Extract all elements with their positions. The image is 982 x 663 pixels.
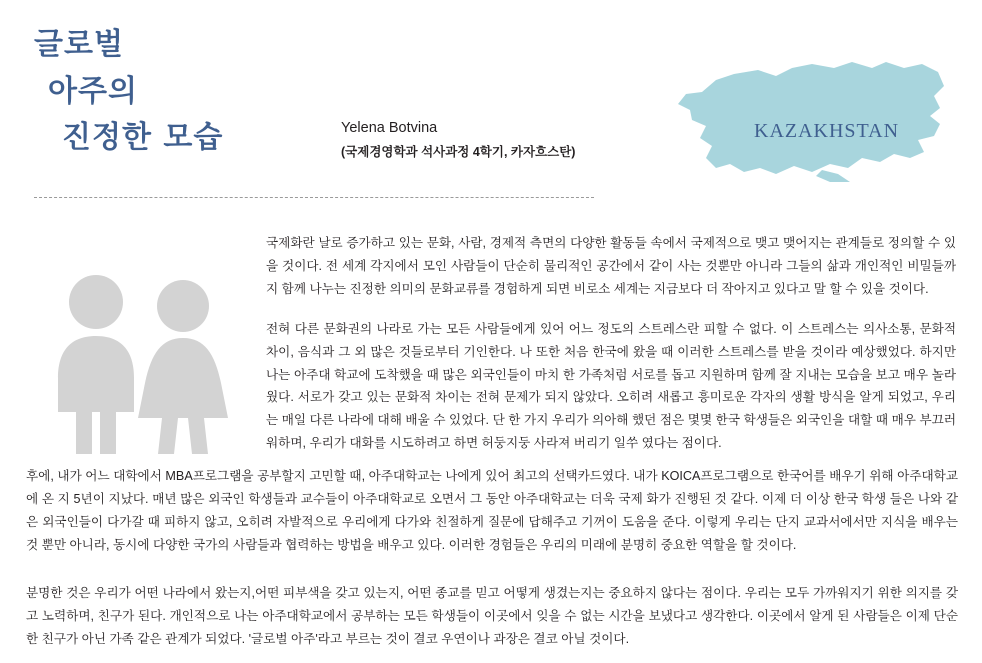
people-silhouette-icon bbox=[48, 272, 238, 457]
paragraph-4: 분명한 것은 우리가 어떤 나라에서 왔는지,어떤 피부색을 갖고 있는지, 어떤 종교를 믿고 어떻게 생겼는지는 중요하지 않다는 점이다. 우리는 모두 가까워지기 위한 의지를 갖고 노력하며, 친구가 된다. 개인적으로 나는 아주대학교에서 공부하는 모든 학생들이 이곳에서 잊을 수 없는 시간을 보냈다고 생각한다. 이곳에서 알게 된 사람들은 이제 단순한 친구가 아닌 가족 같은 관계가 되었다. '글로벌 아주'라고 부르는 것이 결코 우연이나 과장은 결코 아닐 것이다. bbox=[26, 586, 958, 646]
kazakhstan-map bbox=[672, 58, 948, 184]
paragraph-2: 전혀 다른 문화권의 나라로 가는 모든 사람들에게 있어 어느 정도의 스트레스란 피할 수 없다. 이 스트레스는 의사소통, 문화적 차이, 음식과 그 외 많은 것들로부터 기인한다. 나 또한 처음 한국에 왔을 때 이러한 스트레스를 받을 것이라 예상했었다. 하지만 나는 아주대 학교에 도착했을 때 많은 외국인들이 마치 한 가족처럼 서로를 돕고 지원하며 함께 잘 지내는 모습을 보고 매우 놀라웠다. 서로가 갖고 있는 문화적 차이는 전혀 문제가 되지 않았다. 오히려 새롭고 흥미로운 각자의 생활 방식을 알게 되었고, 우리는 매일 다른 나라에 대해 배울 수 있었다. 단 한 가지 우리가 의아해 했던 점은 몇몇 한국 학생들은 외국인을 대할 때 매우 부끄러워하며, 우리가 대화를 시도하려고 하면 허둥지둥 사라져 버리기 일쑤 였다는 점이다. bbox=[266, 321, 956, 451]
author-name: Yelena Botvina bbox=[341, 120, 438, 136]
document-header bbox=[0, 0, 982, 190]
header-divider bbox=[34, 197, 594, 198]
page-title-line-2: 아주의 bbox=[48, 73, 138, 109]
page-title-line-1: 글로벌 bbox=[34, 27, 124, 62]
page-title bbox=[34, 22, 354, 162]
author-block bbox=[341, 118, 641, 162]
map-label: KAZAKHSTAN bbox=[754, 120, 900, 142]
page-title-line-3: 진정한 모습 bbox=[62, 120, 224, 155]
body-column-right bbox=[266, 232, 956, 455]
paragraph-1: 국제화란 날로 증가하고 있는 문화, 사람, 경제적 측면의 다양한 활동들 속에서 국제적으로 맺고 맺어지는 관계들로 정의할 수 있을 것이다. 전 세계 각지에서 모인 사람들이 단순히 물리적인 공간에서 같이 사는 것뿐만 아니라 그들의 삶과 개인적인 비밀들까지 함께 나누는 진정한 의미의 문화교류를 경험하게 되면 비로소 세계는 지금보다 더 작아지고 있다고 말 할 수 있을 것이다. bbox=[266, 236, 956, 296]
author-affiliation: (국제경영학과 석사과정 4학기, 카자흐스탄) bbox=[341, 144, 576, 159]
paragraph-3: 후에, 내가 어느 대학에서 MBA프로그램을 공부할지 고민할 때, 아주대학교는 나에게 있어 최고의 선택카드였다. 내가 KOICA프로그램으로 한국어를 배우기 위해 아주대학교에 온 지 5년이 지났다. 매년 많은 외국인 학생들과 교수들이 아주대학교로 오면서 그 동안 아주대학교는 더욱 국제 화가 진행된 것 같다. 이제 더 이상 한국 학생 들은 나와 같은 외국인들이 다가갈 때 피하지 않고, 오히려 자발적으로 우리에게 다가와 친절하게 질문에 답해주고 기꺼이 도움을 준다. 이렇게 우리는 단지 교과서에서만 지식을 배우는 것 뿐만 아니라, 동시에 다양한 국가의 사람들과 협력하는 방법을 배우고 있다. 이러한 경험들은 우리의 미래에 분명히 중요한 역할을 할 것이다. bbox=[26, 469, 958, 552]
kazakhstan-map-shape bbox=[678, 62, 944, 174]
